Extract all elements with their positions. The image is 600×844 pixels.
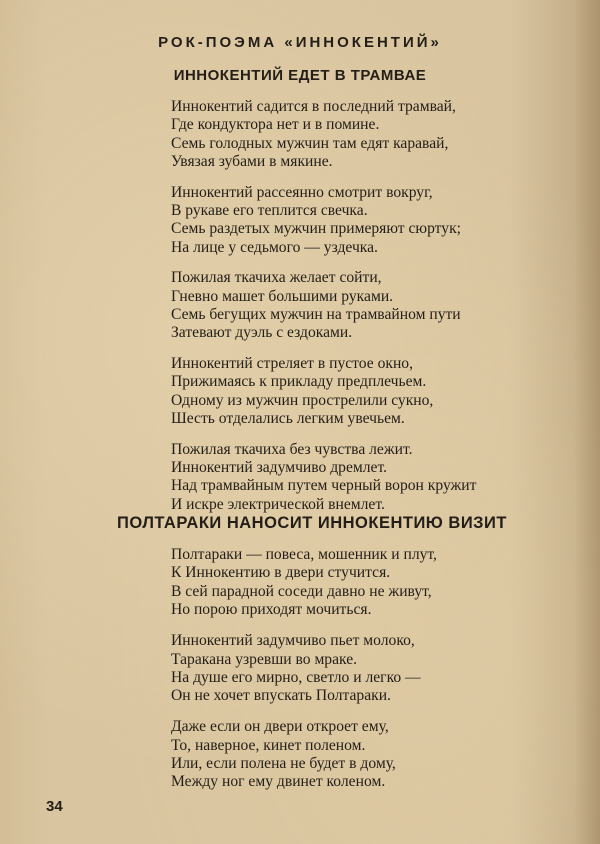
poem-line: Иннокентий задумчиво дремлет. xyxy=(171,458,387,476)
poem-line: То, наверное, кинет поленом. xyxy=(171,736,366,754)
poem-line: Семь бегущих мужчин на трамвайном пути xyxy=(171,306,461,324)
poem-line: Прижимаясь к прикладу предплечьем. xyxy=(171,373,427,391)
poem-line: Полтараки — повеса, мошенник и плут, xyxy=(171,546,437,563)
poem-line: Затевают дуэль с ездоками. xyxy=(171,324,353,342)
stanza xyxy=(171,632,591,706)
poem-line: Пожилая ткачиха без чувства лежит. xyxy=(171,440,413,458)
poem-line: На душе его мирно, светло и легко — xyxy=(171,668,421,686)
poem-line: В сей парадной соседи давно не живут, xyxy=(171,582,432,600)
poem-line: Но порою приходят мочиться. xyxy=(171,601,372,619)
poem-line: Шесть отделались легким увечьем. xyxy=(171,410,405,428)
poem-main-heading: РОК-ПОЭМА «ИННОКЕНТИЙ» xyxy=(158,34,442,51)
poem-line: Иннокентий садится в последний трамвай, xyxy=(171,98,456,115)
stanza xyxy=(171,184,591,258)
poem-line: Или, если полена не будет в дому, xyxy=(171,755,396,773)
poem-line: Пожилая ткачиха желает сойти, xyxy=(171,269,382,287)
poem-line: Между ног ему двинет коленом. xyxy=(171,773,386,791)
poem-section-2 xyxy=(171,546,591,792)
poem-line: Таракана узревши во мраке. xyxy=(171,650,358,668)
poem-line: Над трамвайным путем черный ворон кружит xyxy=(171,477,477,495)
poem-line: На лице у седьмого — уздечка. xyxy=(171,238,378,256)
section-title-2: ПОЛТАРАКИ НАНОСИТ ИННОКЕНТИЮ ВИЗИТ xyxy=(117,514,507,532)
poem-line: Гневно машет большими руками. xyxy=(171,287,394,305)
poem-line: Увязая зубами в мякине. xyxy=(171,153,333,171)
poem-line: Он не хочет впускать Полтараки. xyxy=(171,687,391,705)
poem-line: Иннокентий задумчиво пьет молоко, xyxy=(171,632,415,650)
stanza xyxy=(171,269,591,343)
poem-line: И искре электрической внемлет. xyxy=(171,495,385,513)
page-number: 34 xyxy=(46,798,63,815)
poem-section-1 xyxy=(171,98,591,514)
stanza xyxy=(171,546,591,620)
poem-line: В рукаве его теплится свечка. xyxy=(171,202,368,220)
stanza xyxy=(171,441,591,515)
section-title-1: ИННОКЕНТИЙ ЕДЕТ В ТРАМВАЕ xyxy=(173,67,427,84)
stanza xyxy=(171,98,591,172)
poem-line: Иннокентий стреляет в пустое окно, xyxy=(171,354,413,372)
poem-line: Одному из мужчин прострелили сукно, xyxy=(171,391,434,409)
poem-line: Семь раздетых мужчин примеряют сюртук; xyxy=(171,220,461,238)
stanza xyxy=(171,718,591,792)
stanza xyxy=(171,355,591,429)
poem-line: Даже если он двери откроет ему, xyxy=(171,718,389,736)
poem-line: Семь голодных мужчин там едят каравай, xyxy=(171,134,449,152)
poem-line: К Иннокентию в двери стучится. xyxy=(171,564,391,582)
poem-line: Где кондуктора нет и в помине. xyxy=(171,116,380,134)
poem-line: Иннокентий рассеянно смотрит вокруг, xyxy=(171,183,433,201)
